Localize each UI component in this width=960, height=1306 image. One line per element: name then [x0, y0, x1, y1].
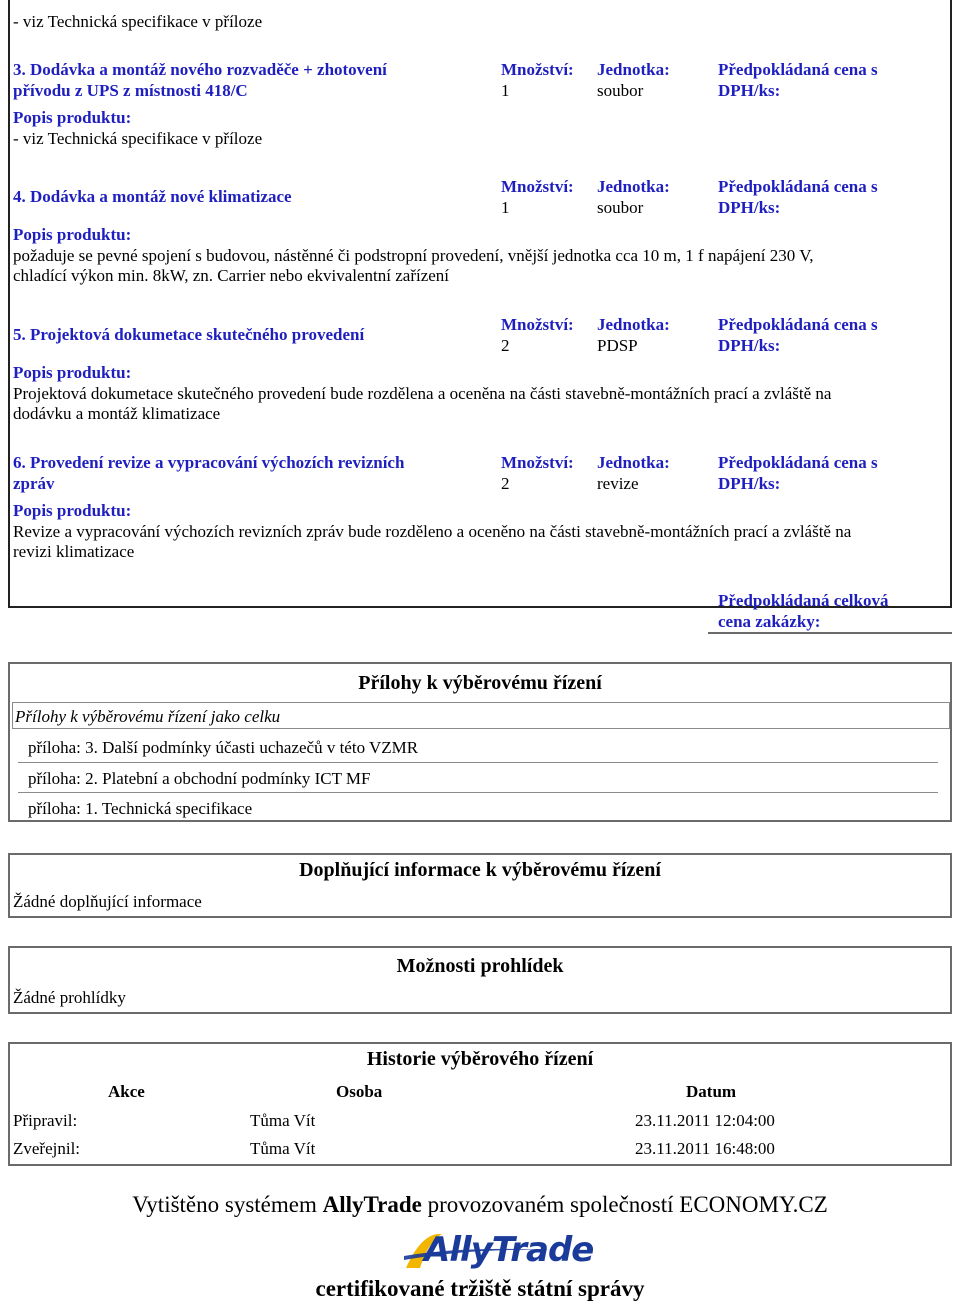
item-4-unit: soubor — [597, 198, 644, 217]
attachments-section — [8, 662, 952, 822]
allytrade-logo — [402, 1228, 594, 1274]
history-section — [8, 1042, 952, 1166]
item-4-title: 4. Dodávka a montáž nové klimatizace — [13, 187, 292, 206]
price-label-line1: Předpokládaná cena s — [718, 177, 878, 196]
items-frame-right — [950, 0, 952, 608]
history-row-date: 23.11.2011 16:48:00 — [635, 1139, 775, 1158]
item-5-description-line2: dodávku a montáž klimatizace — [13, 404, 221, 423]
additional-info-text: Žádné doplňující informace — [13, 892, 202, 911]
attachment-divider — [18, 762, 938, 763]
history-row-date: 23.11.2011 12:04:00 — [635, 1111, 775, 1130]
item-6-description-line1: Revize a vypracování výchozích revizních zpráv bude rozděleno a oceněno na části stavebně-montážních prací a zvláště na — [13, 522, 852, 541]
history-header-person: Osoba — [336, 1082, 383, 1101]
total-underline — [708, 632, 952, 634]
unit-label: Jednotka: — [597, 60, 670, 79]
qty-label: Množství: — [501, 453, 574, 472]
unit-label: Jednotka: — [597, 315, 670, 334]
description-label: Popis produktu: — [13, 108, 132, 127]
item-6-qty: 2 — [501, 474, 510, 493]
inspections-text: Žádné prohlídky — [13, 988, 126, 1007]
item-4-qty: 1 — [501, 198, 510, 217]
price-label-line2: DPH/ks: — [718, 336, 781, 355]
description-label: Popis produktu: — [13, 225, 132, 244]
price-label-line2: DPH/ks: — [718, 474, 781, 493]
history-row-person: Tůma Vít — [250, 1139, 316, 1158]
unit-label: Jednotka: — [597, 453, 670, 472]
description-label: Popis produktu: — [13, 501, 132, 520]
item-6-title-line1: 6. Provedení revize a vypracování výchozích revizních — [13, 453, 405, 472]
item-4-description-line1: požaduje se pevné spojení s budovou, nástěnné či podstropní provedení, vnější jednotka cca 10 m, 1 f napájení 230 V, — [13, 246, 814, 265]
printed-prefix: Vytištěno systémem — [132, 1192, 323, 1217]
qty-label: Množství: — [501, 60, 574, 79]
item-3-qty: 1 — [501, 81, 510, 100]
price-label-line1: Předpokládaná cena s — [718, 315, 878, 334]
additional-info-title: Doplňující informace k výběrovému řízení — [299, 859, 661, 881]
allytrade-logo-text: AllyTrade — [424, 1230, 594, 1270]
history-header-date: Datum — [686, 1082, 737, 1101]
printed-by-line — [0, 1192, 960, 1218]
price-label-line1: Předpokládaná cena s — [718, 60, 878, 79]
item-3-unit: soubor — [597, 81, 644, 100]
description-label: Popis produktu: — [13, 363, 132, 382]
history-row-action: Připravil: — [13, 1111, 78, 1130]
attachments-title: Přílohy k výběrovému řízení — [358, 672, 602, 694]
qty-label: Množství: — [501, 177, 574, 196]
history-row-person: Tůma Vít — [250, 1111, 316, 1130]
history-row-action: Zveřejnil: — [13, 1139, 81, 1158]
attachment-item[interactable]: příloha: 3. Další podmínky účasti uchazečů v této VZMR — [28, 738, 419, 757]
item-6-title-line2: zpráv — [13, 474, 55, 493]
items-frame-left — [8, 0, 10, 608]
additional-info-section — [8, 853, 952, 918]
item-5-title: 5. Projektová dokumetace skutečného provedení — [13, 325, 365, 344]
item-3-description: - viz Technická specifikace v příloze — [13, 129, 263, 148]
total-price-label-line1: Předpokládaná celková — [718, 591, 889, 610]
total-price-label-line2: cena zakázky: — [718, 612, 821, 631]
inspections-section — [8, 946, 952, 1014]
attachment-item[interactable]: příloha: 1. Technická specifikace — [28, 799, 253, 818]
qty-label: Množství: — [501, 315, 574, 334]
inspections-title: Možnosti prohlídek — [396, 955, 564, 977]
printed-suffix: provozovaném společností ECONOMY.CZ — [421, 1192, 828, 1217]
history-header-action: Akce — [108, 1082, 145, 1101]
price-label-line1: Předpokládaná cena s — [718, 453, 878, 472]
top-note: - viz Technická specifikace v příloze — [13, 12, 263, 31]
item-5-qty: 2 — [501, 336, 510, 355]
attachment-divider — [18, 792, 938, 793]
printed-brand: AllyTrade — [322, 1192, 422, 1217]
item-4-description-line2: chladící výkon min. 8kW, zn. Carrier nebo ekvivalentní zařízení — [13, 266, 450, 285]
price-label-line2: DPH/ks: — [718, 81, 781, 100]
attachments-subtitle-box — [12, 702, 950, 729]
item-6-unit: revize — [597, 474, 639, 493]
item-5-unit: PDSP — [597, 336, 638, 355]
attachments-subtitle: Přílohy k výběrovému řízení jako celku — [15, 707, 281, 726]
attachment-item[interactable]: příloha: 2. Platební a obchodní podmínky ICT MF — [28, 769, 371, 788]
item-5-description-line1: Projektová dokumetace skutečného provedení bude rozdělena a oceněna na části stavebně-montážních prací a zvláště na — [13, 384, 832, 403]
price-label-line2: DPH/ks: — [718, 198, 781, 217]
item-3-title-line1: 3. Dodávka a montáž nového rozvaděče + zhotovení — [13, 60, 387, 79]
unit-label: Jednotka: — [597, 177, 670, 196]
history-title: Historie výběrového řízení — [366, 1048, 594, 1070]
item-3-title-line2: přívodu z UPS z místnosti 418/C — [13, 81, 248, 100]
item-6-description-line2: revizi klimatizace — [13, 542, 135, 561]
footer-tagline: certifikované tržiště státní správy — [315, 1276, 645, 1301]
